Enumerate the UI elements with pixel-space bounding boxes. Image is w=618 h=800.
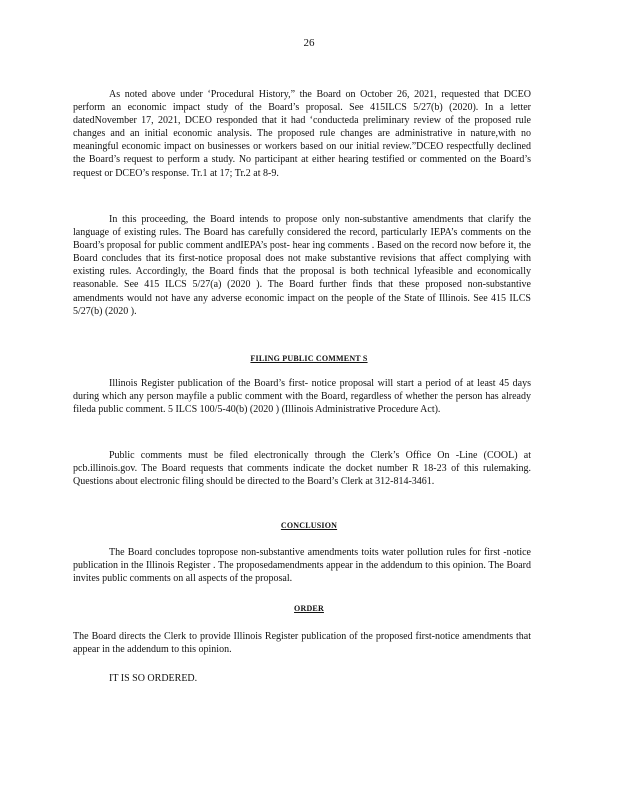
page-number: 26 [303,37,315,49]
heading-order: ORDER [294,604,324,613]
paragraph-order: The Board directs the Clerk to provide Illinois Register publication of the proposed first-notice amendments that appear in the addendum to this opinion. [73,631,531,656]
heading-conclusion: CONCLUSION [280,521,338,530]
paragraph-illinois-register: Illinois Register publication of the Board’s first- notice proposal will start a period of at least 45 days during which any person mayfile a public comment with the Board, regardless of whether the person has already fileda public comment. 5 ILCS 100/5-40(b) (2020 ) (Illinois Administrative Procedure Act). [73,378,531,416]
heading-filing-public-comments: FILING PUBLIC COMMENT S [250,354,368,363]
paragraph-public-comments: Public comments must be filed electronically through the Clerk’s Office On -Line (COOL) at pcb.illinois.gov. The Board requests that comments indicate the docket number R 18-23 of this rulemaking. Questions about electronic filing should be directed to the Board’s Clerk at 312-814-3461. [73,450,531,488]
closing-statement: IT IS SO ORDERED. [109,673,198,684]
paragraph-conclusion: The Board concludes topropose non-substantive amendments toits water pollution rules for first -notice publication in the Illinois Register . The proposedamendments appear in the addendum to this opinion. The Board invites public comments on all aspects of the proposal. [73,547,531,585]
paragraph-economic-impact: As noted above under ‘Procedural History,” the Board on October 26, 2021, requested that DCEO perform an economic impact study of the Board’s proposal. See 415ILCS 5/27(b) (2020). In a letter datedNovember 17, 2021, DCEO responded that it had ‘conducteda preliminary review of the proposed rule changes and an initial economic analysis. The proposed rule changes are administrative in nature,with no meaningful economic impact on businesses or workers based on our initial review.”DCEO respectfully declined the Board’s request to perform a study. No participant at either hearing testified or commented on the Board’s request or DCEO’s response. Tr.1 at 17; Tr.2 at 8-9. [73,89,531,179]
paragraph-proceeding: In this proceeding, the Board intends to propose only non-substantive amendments that clarify the language of existing rules. The Board has carefully considered the record, particularly IEPA’s comments on the Board’s proposal for public comment andIEPA’s post- hear ing comments . Based on the record now before it, the Board concludes that its first-notice proposal does not make substantive revisions that affect complying with existing rules. Accordingly, the Board finds that the proposal is both technical lyfeasible and economically reasonable. See 415 ILCS 5/27(a) (2020 ). The Board further finds that these proposed non-substantive amendments would not have any adverse economic impact on the people of the State of Illinois. See 415 ILCS 5/27(b) (2020 ). [73,214,531,317]
